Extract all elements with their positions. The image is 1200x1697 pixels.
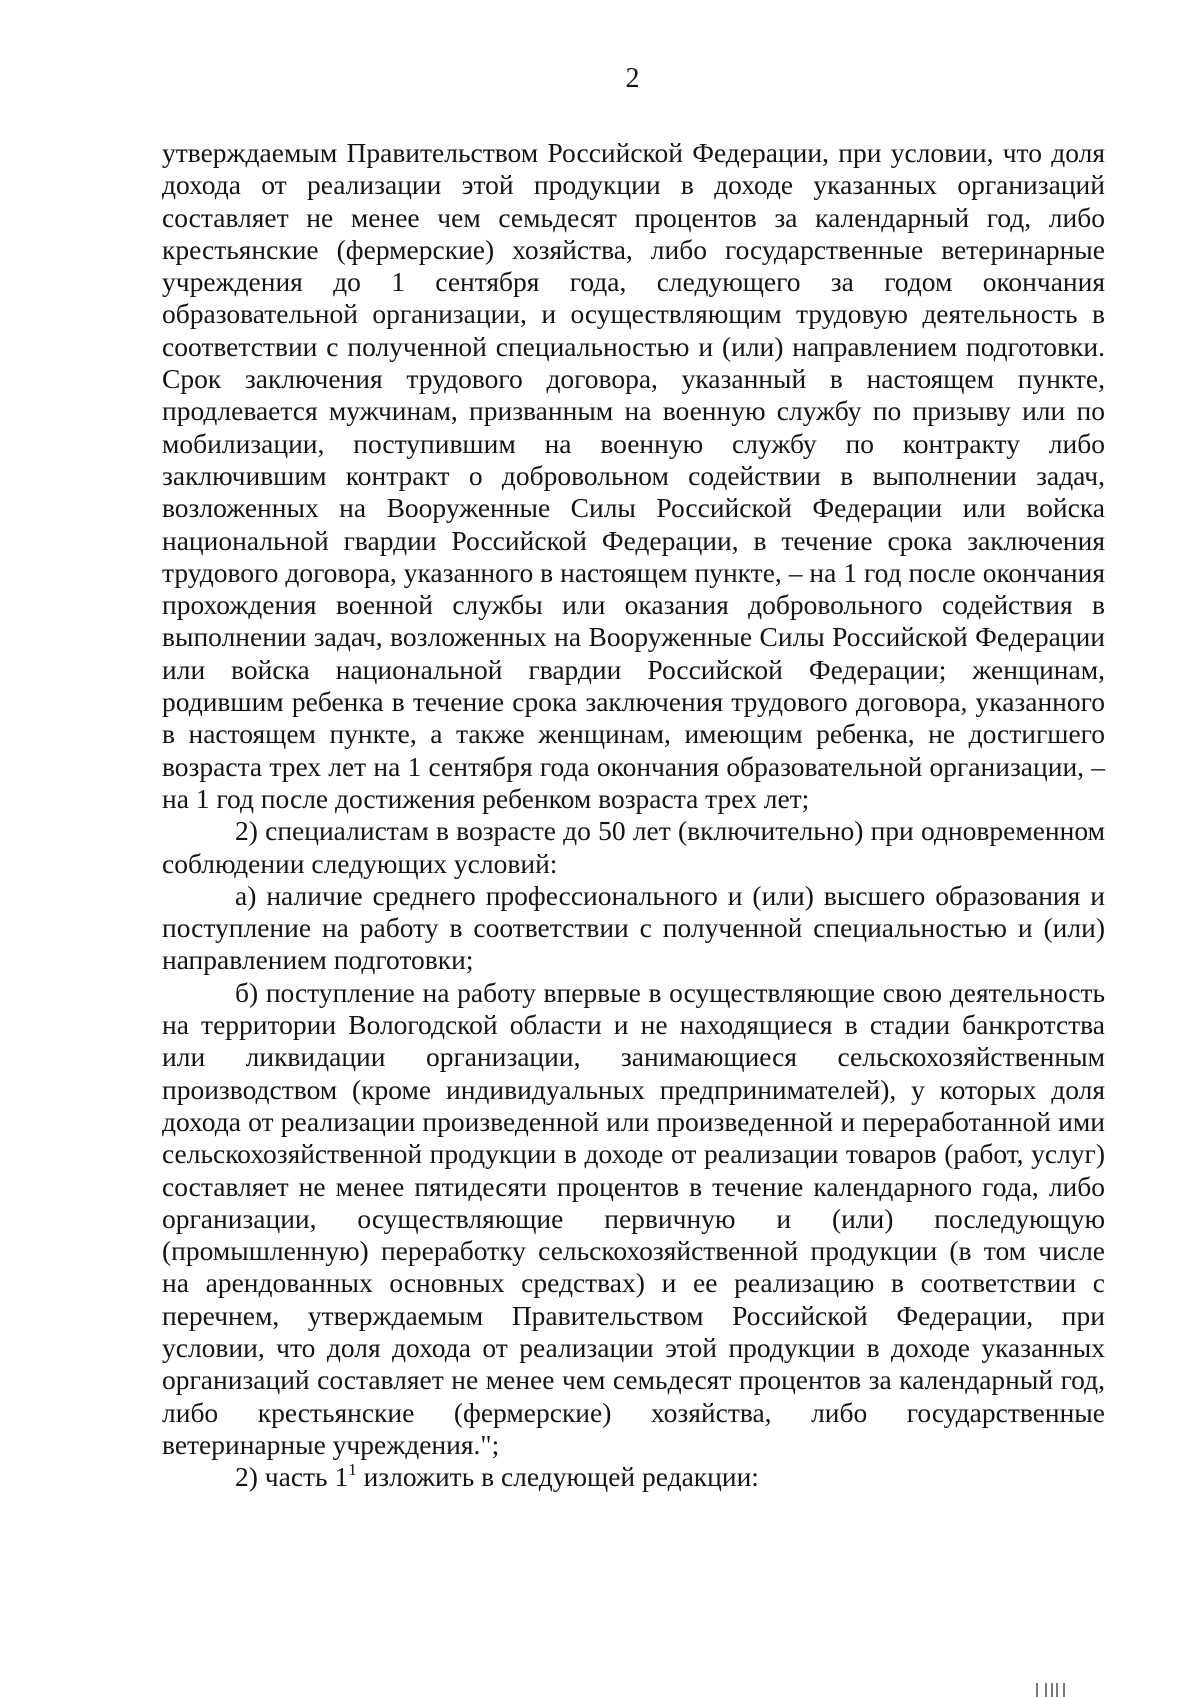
paragraph-item-2: 2) специалистам в возрасте до 50 лет (включительно) при одновременном соблюдении следующих условий:	[162, 815, 1105, 879]
document-body	[162, 137, 1105, 1493]
paragraph-subitem-b: б) поступление на работу впервые в осуществляющие свою деятельность на территории Вологодской области и не находящиеся в стадии банкротства или ликвидации организации, занимающиеся сельскохозяйственным производством (кроме индивидуальных предпринимателей), у которых доля дохода от реализации произведенной или произведенной и переработанной ими сельскохозяйственной продукции в доходе от реализации товаров (работ, услуг) составляет не менее пятидесяти процентов в течение календарного года, либо организации, осуществляющие первичную и (или) последующую (промышленную) переработку сельскохозяйственной продукции (в том числе на арендованных основных средствах) и ее реализацию в соответствии с перечнем, утверждаемым Правительством Российской Федерации, при условии, что доля дохода от реализации этой продукции в доходе указанных организаций составляет не менее чем семьдесят процентов за календарный год, либо крестьянские (фермерские) хозяйства, либо государственные ветеринарные учреждения.";	[162, 976, 1105, 1460]
paragraph-continuation: утверждаемым Правительством Российской Федерации, при условии, что доля дохода от реализации этой продукции в доходе указанных организаций составляет не менее чем семьдесят процентов за календарный год, либо крестьянские (фермерские) хозяйства, либо государственные ветеринарные учреждения до 1 сентября года, следующего за годом окончания образовательной организации, и осуществляющим трудовую деятельность в соответствии с полученной специальностью и (или) направлением подготовки. Срок заключения трудового договора, указанный в настоящем пункте, продлевается мужчинам, призванным на военную службу по призыву или по мобилизации, поступившим на военную службу по контракту либо заключившим контракт о добровольном содействии в выполнении задач, возложенных на Вооруженные Силы Российской Федерации или войска национальной гвардии Российской Федерации, в течение срока заключения трудового договора, указанного в настоящем пункте, – на 1 год после окончания прохождения военной службы или оказания добровольного содействия в выполнении задач, возложенных на Вооруженные Силы Российской Федерации или войска национальной гвардии Российской Федерации; женщинам, родившим ребенка в течение срока заключения трудового договора, указанного в настоящем пункте, а также женщинам, имеющим ребенка, не достигшего возраста трех лет на 1 сентября года окончания образовательной организации, – на 1 год после достижения ребенком возраста трех лет;	[162, 137, 1105, 814]
amendment-superscript: 1	[348, 1460, 357, 1480]
amendment-text-end: изложить в следующей редакции:	[356, 1461, 759, 1493]
scan-edge-marks	[1036, 1683, 1076, 1697]
paragraph-amendment-part	[162, 1461, 1105, 1493]
paragraph-subitem-a: а) наличие среднего профессионального и (или) высшего образования и поступление на работу в соответствии с полученной специальностью и (или) направлением подготовки;	[162, 879, 1105, 976]
amendment-text-start: 2) часть 1	[235, 1461, 349, 1493]
page-number: 2	[625, 63, 640, 94]
